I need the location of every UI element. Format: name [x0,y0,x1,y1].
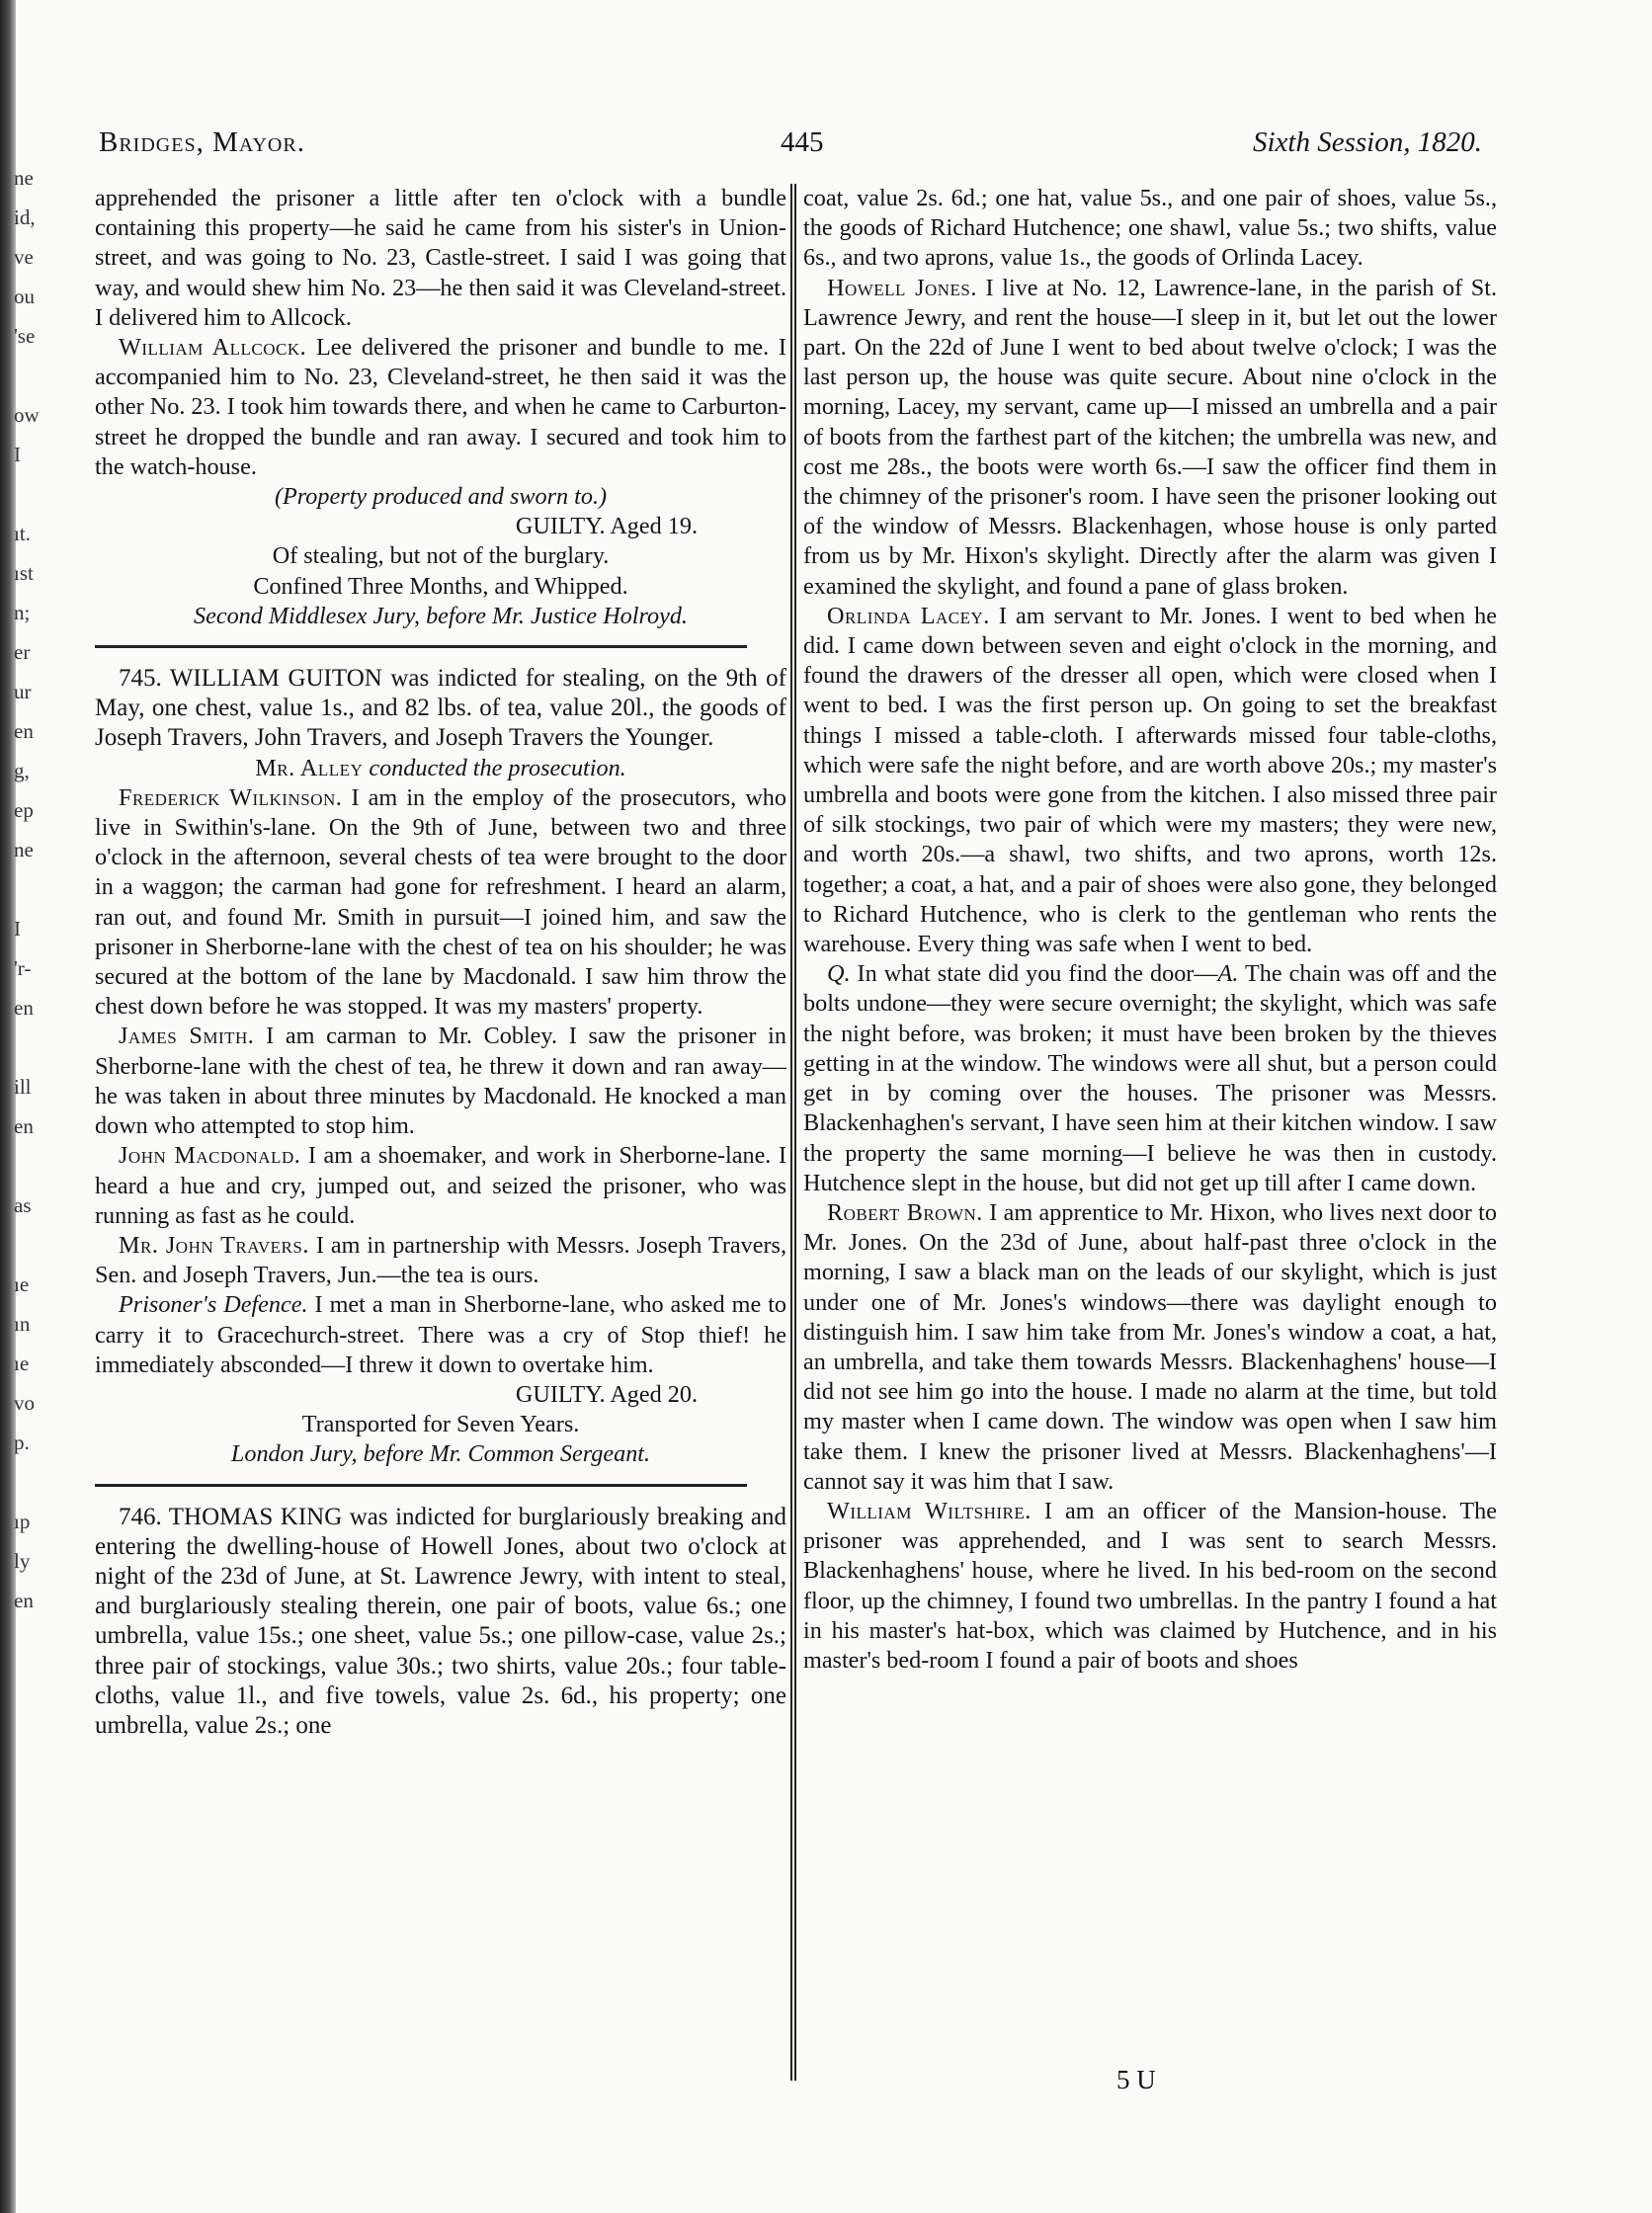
prosecution-note: Mr. Alley conducted the prosecution. [255,754,626,781]
margin-fragment: ep [14,798,34,822]
margin-fragment: g, [14,759,30,782]
margin-fragment: 'se [14,324,36,348]
testimony-wilkinson: Frederick Wilkinson. I am in the employ of the prosecutors, who live in Swithin's-lane. On the 9th of June, between two and three o'clock in the afternoon, several chests of tea were brought to the door in a waggon; the carman had gone for refreshment. I heard an alarm, ran out, and found Mr. Smith in pursuit—I joined him, and saw the prisoner in Sherborne-lane with the chest of tea on his shoulder; he was secured at the bottom of the lane by Macdonald. I saw him throw the chest down before he was stopped. It was my masters' property. [95,783,786,1021]
margin-fragment: ill [14,1075,32,1099]
margin-fragment: ın [14,1312,31,1336]
running-header [99,126,1482,170]
jury-note: Second Middlesex Jury, before Mr. Justice Holroyd. [194,602,688,629]
margin-fragment: id, [14,205,36,229]
margin-fragment [14,1225,59,1265]
margin-fragment: ıp [14,1510,31,1533]
margin-fragment: ly [14,1549,31,1573]
question-answer: Q. In what state did you find the door—A. The chain was off and the bolts undone—they were secure overnight; the skylight, which was safe the night before, was broken; it must have been broken by the thieves getting in at the window. The windows were all shut, but a person could get in by coming over the houses. The prisoner was Messrs. Blackenhaghen's servant, I have seen him at their kitchen window. I saw the property the same morning—I believe he was then in custody. Hutchence slept in the house, but did not get up till after I came down. [803,960,1498,1196]
paragraph: coat, value 2s. 6d.; one hat, value 5s., and one pair of shoes, value 5s., the goods of Richard Hutchence; one shawl, value 5s.; two shifts, value 6s., and two aprons, value 1s., the goods of Orlinda Lacey. [803,185,1497,272]
jury-note: London Jury, before Mr. Common Sergeant. [230,1440,651,1468]
margin-fragment: en [14,1589,34,1612]
margin-fragment: ıst [14,561,34,585]
case-divider [95,1484,747,1487]
property-note: (Property produced and sworn to.) [274,483,608,511]
margin-fragment [14,1462,59,1502]
sentence: Confined Three Months, and Whipped. [253,572,628,600]
margin-fragment: ve [14,245,34,269]
case-divider [95,645,747,648]
testimony-wiltshire: William Wiltshire. I am an officer of the Mansion-house. The prisoner was apprehended, and I was sent to search Messrs. Blackenhaghens' house, where he lived. In his bed-room on the second floor, up the chimney, I found two umbrellas. In the pantry I found a hat in his master's hat-box, which was claimed by Hutchence, and in his master's bed-room I found a pair of boots and shoes [803,1497,1497,1674]
margin-fragment: ou [14,285,35,308]
margin-fragment: ow [14,403,40,427]
margin-fragment: en [14,719,34,743]
margin-fragment: ne [14,166,34,190]
testimony-smith: James Smith. I am carman to Mr. Cobley. I saw the prisoner in Sherborne-lane with the chest of tea, he threw it down and ran away—he was taken in about three minutes by Macdonald. He knocked a man down who attempted to stop him. [95,1023,786,1140]
case-746-indictment: 746. THOMAS KING was indicted for burglariously breaking and entering the dwelling-house of Howell Jones, about two o'clock at night of the 23d of June, at St. Lawrence Jewry, with intent to steal, and burglariously stealing therein, one pair of boots, value 6s.; one umbrella, value 15s.; one sheet, value 5s.; one pillow-case, value 2s.; three pair of stockings, value 30s.; two shirts, value 20s.; four table-cloths, value 1l., and five towels, value 2s. 6d., his property; one umbrella, value 2s.; one [95,1503,787,1739]
margin-fragment: ıe [14,1272,30,1296]
margin-fragment: ıt. [14,522,31,545]
testimony-jones: Howell Jones. I live at No. 12, Lawrence-lane, in the parish of St. Lawrence Jewry, and rent the house—I sleep in it, but let out the lower part. On the 22d of June I went to bed about twelve o'clock; I was the last person up, the house was quite secure. About nine o'clock in the morning, Lacey, my servant, came up—I missed an umbrella and a pair of boots from the farthest part of the kitchen; the umbrella was new, and cost me 28s., the boots were worth 6s.—I saw the officer find them in the chimney of the prisoner's room. I have seen the prisoner looking out of the window of Messrs. Blackenhagen, whose house is only parted from us by Mr. Hixon's skylight. Directly after the alarm was given I examined the skylight, and found a pane of glass broken. [803,274,1497,600]
margin-fragment: 'r- [14,956,32,980]
margin-fragment: I [14,917,21,941]
prisoner-defence: Prisoner's Defence. I met a man in Sherborne-lane, who asked me to carry it to Gracechurch-street. There was a cry of Stop thief! he immediately absconded—I threw it down to overtake him. [95,1291,787,1378]
adjacent-page-margin [14,158,59,1620]
verdict: GUILTY. Aged 20. [515,1380,698,1408]
margin-fragment: ne [14,838,34,861]
margin-fragment: en [14,996,34,1020]
column-divider [790,184,796,2081]
sentence: Transported for Seven Years. [301,1411,580,1438]
case-745-indictment: 745. WILLIAM GUITON was indicted for stealing, on the 9th of May, one chest, value 1s., and 82 lbs. of tea, value 20l., the goods of Joseph Travers, John Travers, and Joseph Travers the Younger. [95,665,786,752]
testimony-macdonald: John Macdonald. I am a shoemaker, and work in Sherborne-lane. I heard a hue and cry, jumped out, and seized the prisoner, who was running as fast as he could. [95,1142,786,1229]
margin-fragment: as [14,1193,32,1217]
margin-fragment [14,474,59,514]
margin-fragment: er [14,640,31,664]
testimony-allcock: William Allcock. Lee delivered the prisoner and bundle to me. I accompanied him to No. 23, Cleveland-street, he then said it was the other No. 23. I took him towards there, and when he came to Carburton-street he dropped the bundle and ran away. I secured and took him to the watch-house. [95,334,786,480]
margin-fragment: p. [14,1431,30,1454]
margin-fragment [14,1146,59,1186]
margin-fragment: vo [14,1391,35,1415]
margin-fragment: I [14,443,21,466]
testimony-brown: Robert Brown. I am apprentice to Mr. Hixon, who lives next door to Mr. Jones. On the 23d of June, about half-past three o'clock in the morning, I saw a black man on the leads of our skylight, which is just under one of Mr. Jones's windows—there was daylight enough to distinguish him. I saw him take from Mr. Jones's window a coat, a hat, an umbrella, and take them towards Messrs. Blackenhaghens' house—I did not see him go into the house. I made no alarm at the time, but told my master when I came down. The window was open when I saw him take them. I knew the prisoner lived at Messrs. Blackenhaghens'—I cannot say it was him that I saw. [803,1198,1497,1495]
header-right: Sixth Session, 1820. [1253,126,1482,158]
paragraph: apprehended the prisoner a little after ten o'clock with a bundle containing this property—he said he came from his sister's in Union-street, and was going to No. 23, Castle-street. I said I was going that way, and would shew him No. 23—he then said it was Cleveland-street. I delivered him to Allcock. [95,185,786,331]
margin-fragment: ıe [14,1352,30,1375]
verdict-detail: Of stealing, but not of the burglary. [272,542,610,570]
page-number: 445 [781,126,824,158]
right-column [803,184,1497,1676]
margin-fragment: en [14,1114,34,1138]
signature-mark: 5 U [1116,2065,1156,2094]
left-column [95,184,786,1741]
margin-fragment: ur [14,680,32,703]
margin-fragment [14,1027,59,1067]
testimony-lacey: Orlinda Lacey. I am servant to Mr. Jones. I went to bed when he did. I came down between seven and eight o'clock in the morning, and found the drawers of the dresser all open, which were closed when I went to bed. I was the first person up. On going to set the breakfast things I missed a table-cloth. I afterwards missed four table-cloths, which were safe the night before, and are worth above 20s.; my master's umbrella and boots were gone from the kitchen. I also missed three pair of silk stockings, two pair of which were my masters; they were new, and worth 20s.—a shawl, two shifts, and two aprons, worth 12s. together; a coat, a hat, and a pair of shoes were also gone, they belonged to Richard Hutchence, who is clerk to the gentleman who rents the warehouse. Every thing was safe when I went to bed. [803,602,1497,958]
testimony-travers: Mr. John Travers. I am in partnership with Messrs. Joseph Travers, Sen. and Joseph Travers, Jun.—the tea is ours. [95,1231,786,1289]
margin-fragment [14,356,59,395]
verdict: GUILTY. Aged 19. [515,513,698,540]
header-left: Bridges, Mayor. [99,126,305,158]
margin-fragment [14,869,59,909]
margin-fragment: n; [14,601,31,624]
